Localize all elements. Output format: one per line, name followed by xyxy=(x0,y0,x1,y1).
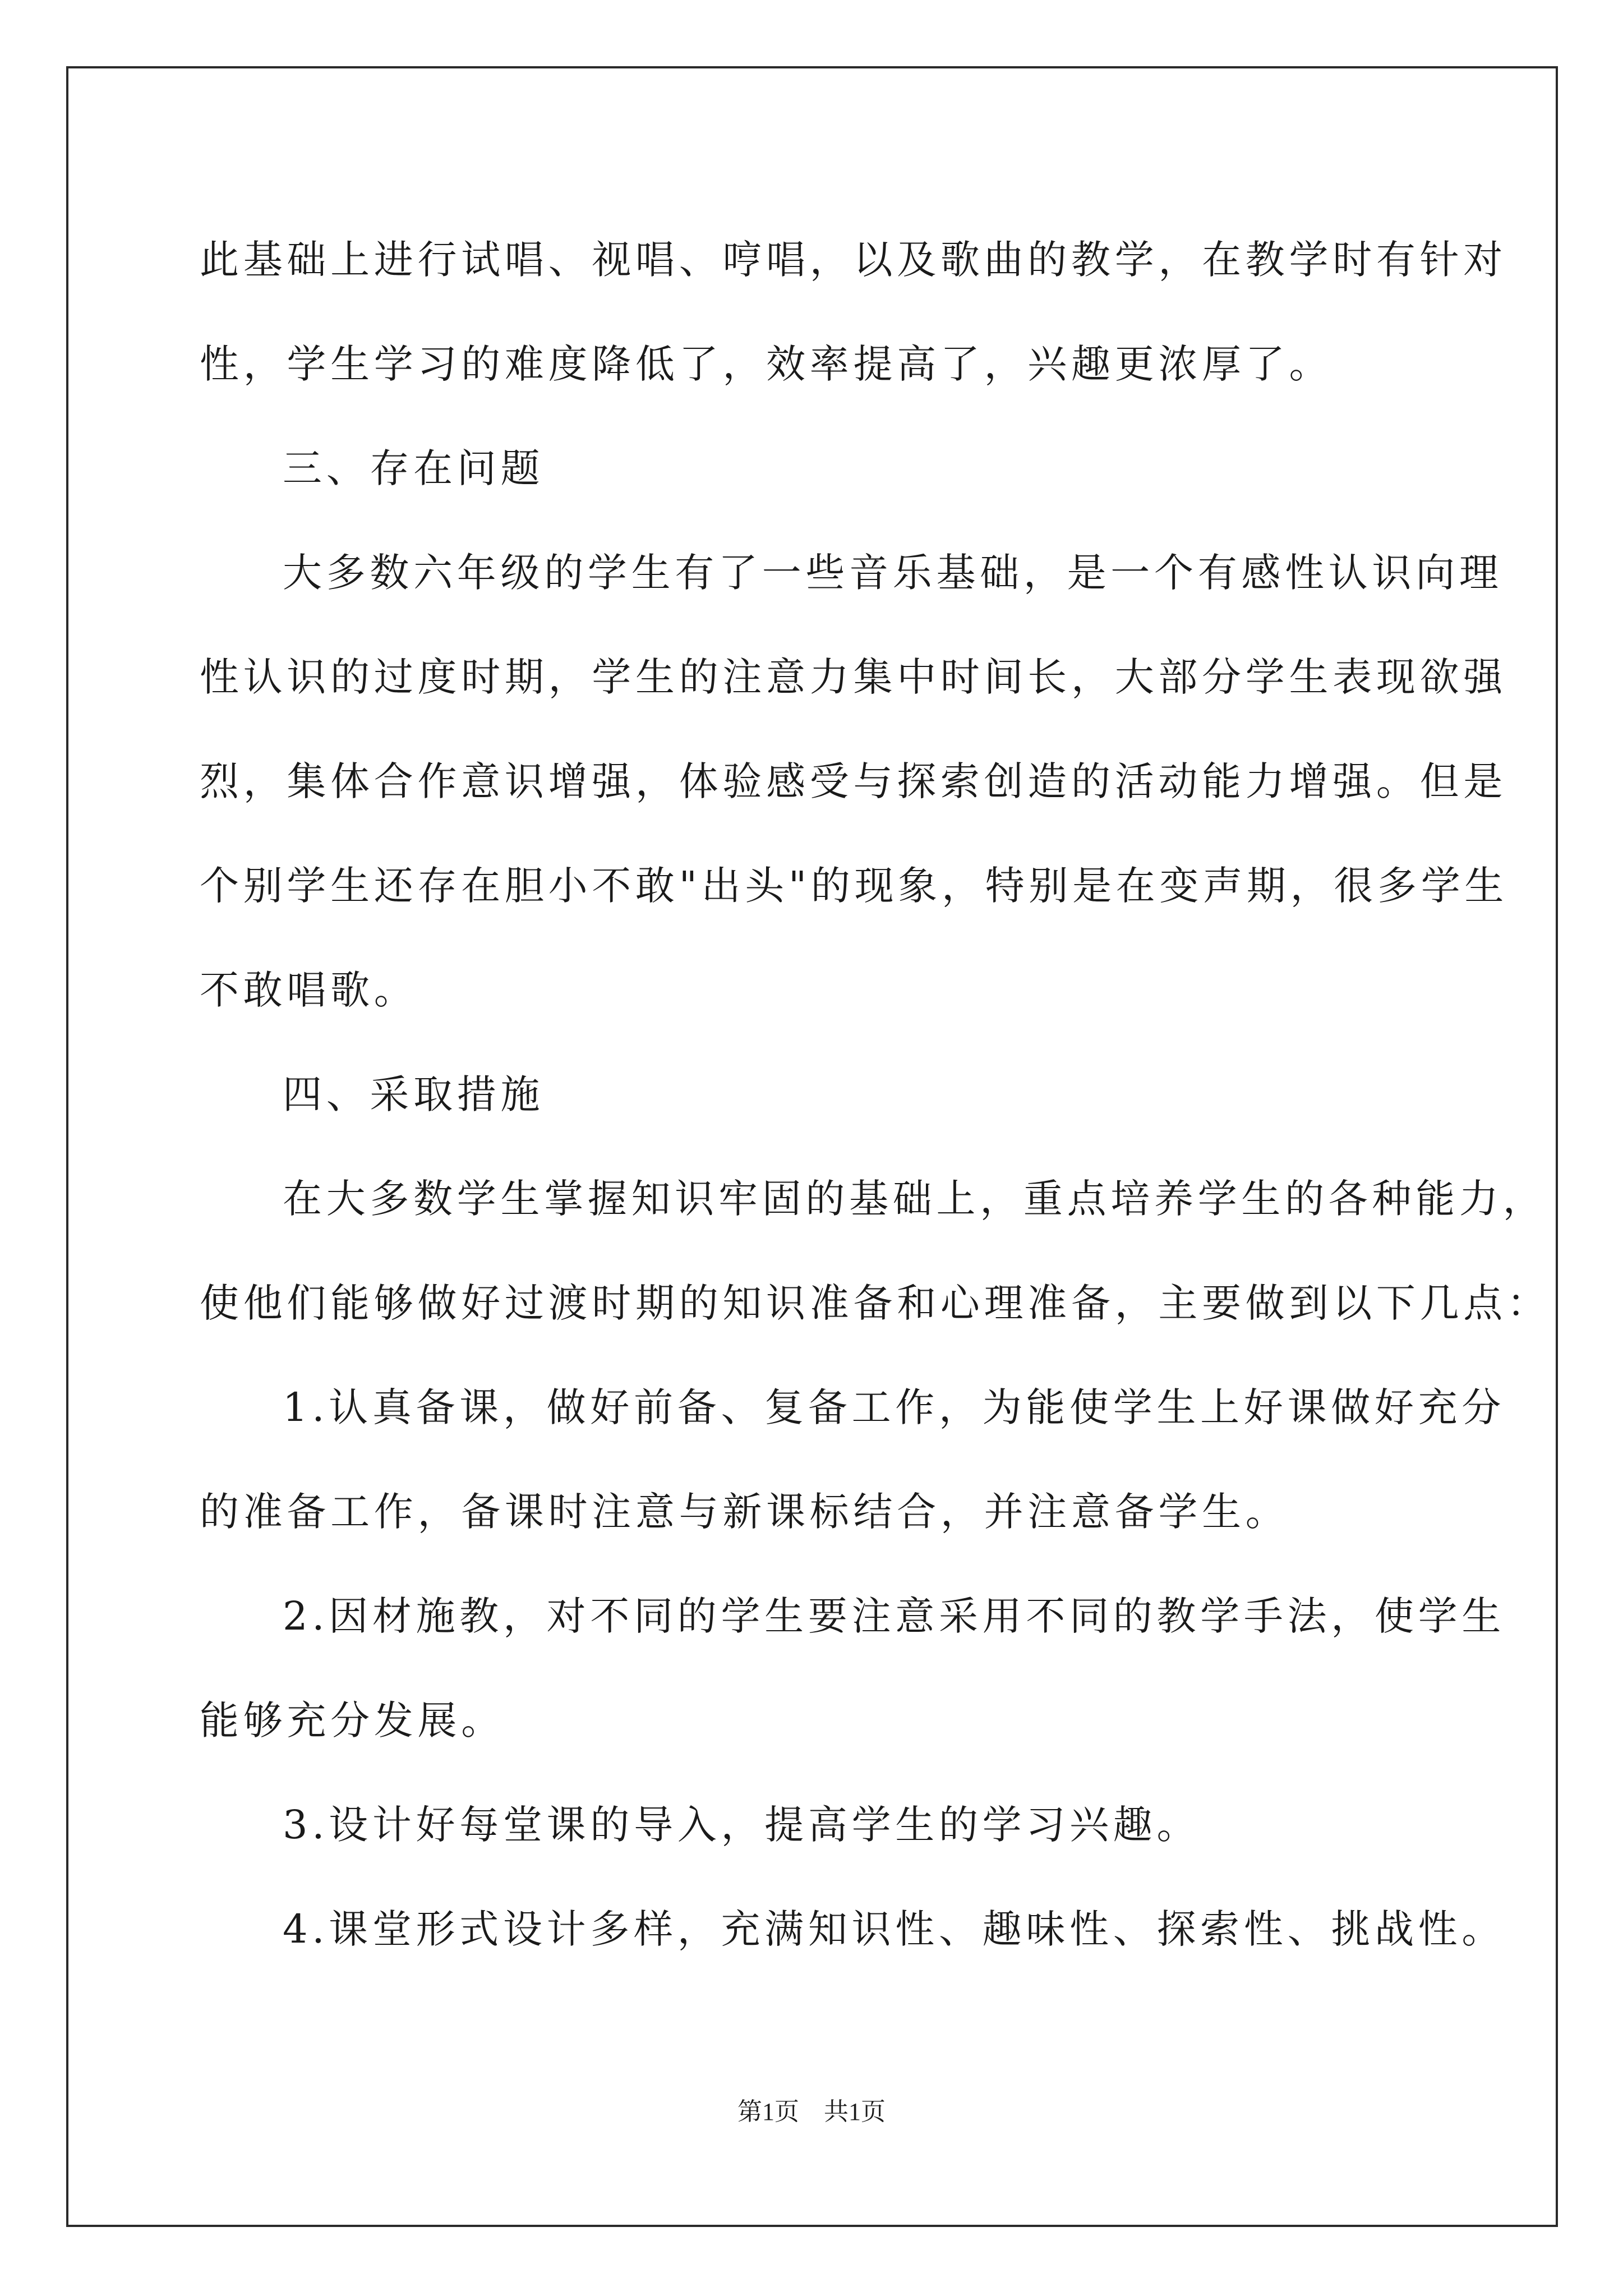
text-line: 三、存在问题 xyxy=(283,445,545,491)
text-line: 在大多数学生掌握知识牢固的基础上，重点培养学生的各种能力， xyxy=(283,1176,1547,1222)
text-line: 大多数六年级的学生有了一些音乐基础，是一个有感性认识向理 xyxy=(283,550,1503,596)
document-body xyxy=(200,208,1551,1981)
text-line: 不敢唱歌。 xyxy=(200,967,418,1013)
text-line: 3.设计好每堂课的导入，提高学生的学习兴趣。 xyxy=(283,1802,1201,1848)
page-footer: 第1页 共1页 xyxy=(737,2098,886,2125)
text-line: 性认识的过度时期，学生的注意力集中时间长，大部分学生表现欲强 xyxy=(200,654,1507,700)
text-line: 四、采取措施 xyxy=(283,1071,545,1117)
text-line: 此基础上进行试唱、视唱、哼唱，以及歌曲的教学，在教学时有针对 xyxy=(200,237,1507,283)
text-line: 4.课堂形式设计多样，充满知识性、趣味性、探索性、挑战性。 xyxy=(283,1906,1506,1952)
text-line: 烈，集体合作意识增强，体验感受与探索创造的活动能力增强。但是 xyxy=(200,758,1507,804)
text-line: 能够充分发展。 xyxy=(200,1697,505,1743)
text-line: 1.认真备课，做好前备、复备工作，为能使学生上好课做好充分 xyxy=(283,1384,1506,1430)
text-line: 个别学生还存在胆小不敢"出头"的现象，特别是在变声期，很多学生 xyxy=(200,863,1509,909)
text-line: 的准备工作，备课时注意与新课标结合，并注意备学生。 xyxy=(200,1489,1289,1535)
text-line: 性，学生学习的难度降低了，效率提高了，兴趣更浓厚了。 xyxy=(200,341,1333,387)
text-line: 2.因材施教，对不同的学生要注意采用不同的教学手法，使学生 xyxy=(283,1593,1506,1639)
text-line: 使他们能够做好过渡时期的知识准备和心理准备，主要做到以下几点： xyxy=(200,1280,1551,1326)
